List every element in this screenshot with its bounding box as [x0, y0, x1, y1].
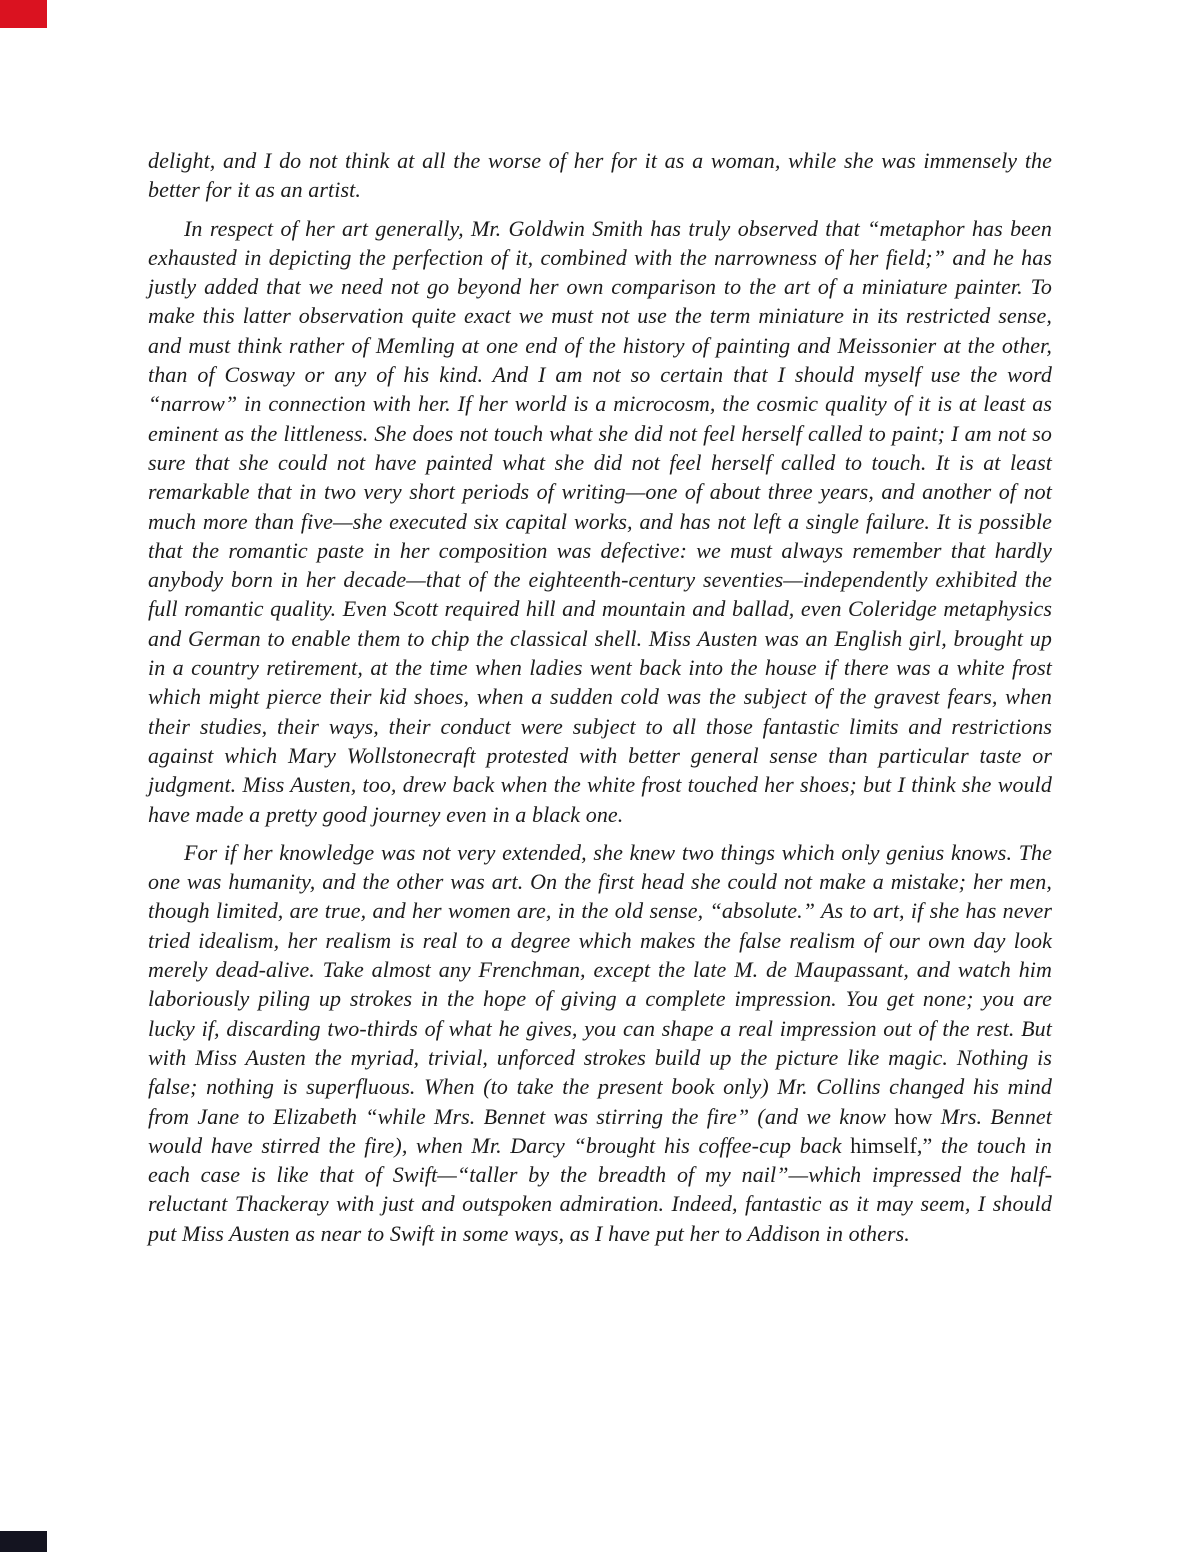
text-segment: the touch in each case is like that of Swift—“taller by the breadth of my nail”—which impressed the half-reluctant Thackeray with just and outspoken admiration. Indeed, fantastic as it may seem, I should put Miss Austen as near to Swift in some ways, as I have put her to Addison in others.	[148, 1132, 1052, 1246]
emphasis-roman-word: how	[894, 1103, 933, 1129]
text-segment: In respect of her art generally, Mr. Goldwin Smith has truly observed that “metaphor has been exhausted in depicting the perfection of it, combined with the narrowness of her field;” and he has justly added that we need not go beyond her own comparison to the art of a miniature painter. To make this latter observation quite exact we must not use the term miniature in its restricted sense, and must think rather of Memling at one end of the history of painting and Meissonier at the other, than of Cosway or any of his kind. And I am not so certain that I should myself use the word “narrow” in connection with her. If her world is a microcosm, the cosmic quality of it is at least as eminent as the littleness. She does not touch what she did not feel herself called to paint; I am not so sure that she could not have painted what she did not feel herself called to touch. It is at least remarkable that in two very short periods of writing—one of about three years, and another of not much more than five—she executed six capital works, and has not left a single failure. It is possible that the romantic paste in her composition was defective: we must always remember that hardly anybody born in her decade—that of the eighteenth-century seventies—independently exhibited the full romantic quality. Even Scott required hill and mountain and ballad, even Coleridge metaphysics and German to enable them to chip the classical shell. Miss Austen was an English girl, brought up in a country retirement, at the time when ladies went back into the house if there was a white frost which might pierce their kid shoes, when a sudden cold was the subject of the gravest fears, when their studies, their ways, their conduct were subject to all those fantastic limits and restrictions against which Mary Wollstonecraft protested with better general sense than particular taste or judgment. Miss Austen, too, drew back when the white frost touched her shoes; but I think she would have made a pretty good journey even in a black one.	[148, 215, 1052, 827]
top-left-red-artifact	[0, 0, 47, 28]
emphasis-roman-word: himself,”	[850, 1132, 933, 1158]
text-segment: Mrs. Bennet would have stirred the fire), when Mr. Darcy “brought his coffee-cup back	[148, 1103, 1052, 1158]
text-segment: delight, and I do not think at all the worse of her for it as a woman, while she was immensely the better for it as an artist.	[148, 148, 1052, 203]
document-text	[148, 146, 1052, 1248]
paragraph	[148, 214, 1052, 829]
paragraph	[148, 838, 1052, 1248]
text-segment: For if her knowledge was not very extended, she knew two things which only genius knows. The one was humanity, and the other was art. On the first head she could not make a mistake; her men, though limited, are true, and her women are, in the old sense, “absolute.” As to art, if she has never tried idealism, her realism is real to a degree which makes the false realism of our own day look merely dead-alive. Take almost any Frenchman, except the late M. de Maupassant, and watch him laboriously piling up strokes in the hope of giving a complete impression. You get none; you are lucky if, discarding two-thirds of what he gives, you can shape a real impression out of the rest. But with Miss Austen the myriad, trivial, unforced strokes build up the picture like magic. Nothing is false; nothing is superfluous. When (to take the present book only) Mr. Collins changed his mind from Jane to Elizabeth “while Mrs. Bennet was stirring the fire” (and we know	[148, 839, 1052, 1129]
paragraph	[148, 146, 1052, 205]
bottom-left-dark-artifact	[0, 1531, 47, 1552]
